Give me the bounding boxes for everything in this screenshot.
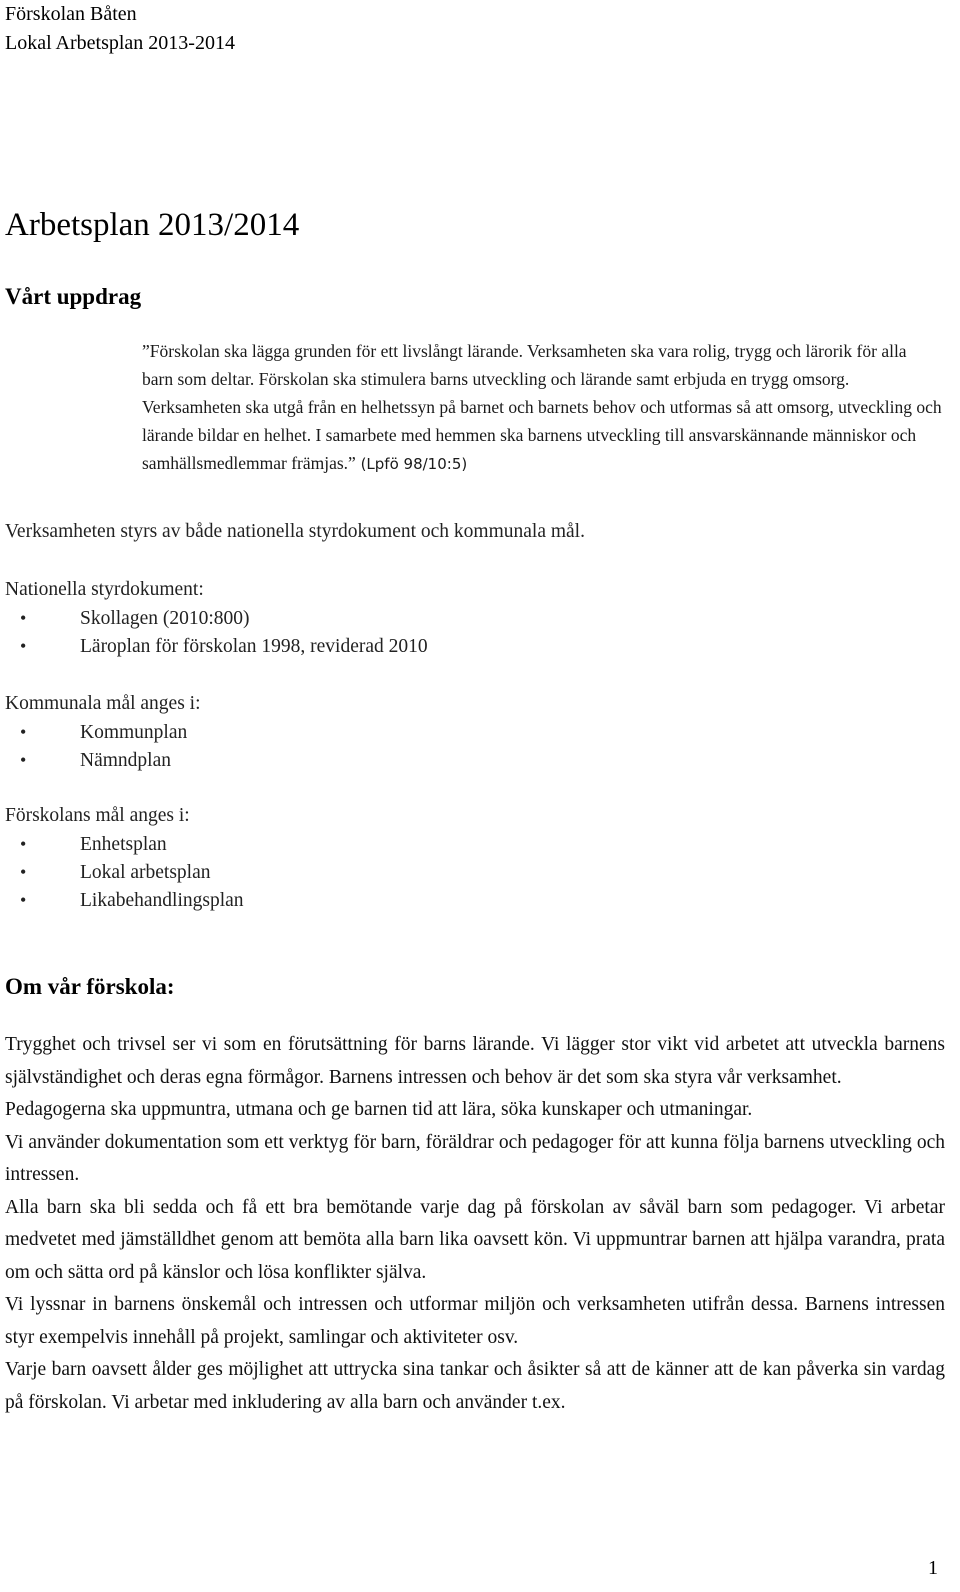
- municipal-list-label: Kommunala mål anges i:: [5, 693, 201, 714]
- preschool-list-label: Förskolans mål anges i:: [5, 805, 190, 826]
- governance-text: Verksamheten styrs av både nationella styrdokument och kommunala mål.: [5, 521, 585, 542]
- document-title: Arbetsplan 2013/2014: [5, 207, 300, 243]
- national-list: [20, 604, 428, 660]
- quote-source: (Lpfö 98/10:5): [355, 455, 468, 473]
- curriculum-quote: [142, 337, 942, 478]
- preschool-list: [20, 830, 244, 914]
- section-heading-vart-uppdrag: Vårt uppdrag: [5, 284, 142, 309]
- paragraph: Alla barn ska bli sedda och få ett bra bemötande varje dag på förskolan av såväl barn som pedagoger. Vi arbetar medvetet med jämställdhet genom att bemöta alla barn lika oavsett kön. Vi uppmuntrar barnen att hjälpa varandra, prata om och sätta ord på känslor och lösa konflikter själva.: [5, 1196, 945, 1283]
- paragraph: Vi använder dokumentation som ett verktyg för barn, föräldrar och pedagoger för att kunna följa barnens utveckling och intressen.: [5, 1131, 945, 1185]
- plan-subtitle: Lokal Arbetsplan 2013-2014: [5, 32, 235, 54]
- paragraph: Trygghet och trivsel ser vi som en förutsättning för barns lärande. Vi lägger stor vikt vid arbetet att utveckla barnens självständighet och deras egna förmågor. Barnens intressen och behov är det som ska styra vår verksamhet.: [5, 1034, 945, 1088]
- bullet-icon: •: [20, 636, 27, 656]
- bullet-icon: •: [20, 890, 27, 910]
- list-item: • Nämndplan: [20, 746, 187, 774]
- list-item: • Skollagen (2010:800): [20, 604, 428, 632]
- school-name: Förskolan Båten: [5, 3, 137, 25]
- list-item: • Likabehandlingsplan: [20, 886, 244, 914]
- bullet-icon: •: [20, 750, 27, 770]
- bullet-icon: •: [20, 834, 27, 854]
- page-number: 1: [928, 1557, 938, 1579]
- section-heading-om-var-forskola: Om vår förskola:: [5, 974, 175, 999]
- municipal-list: [20, 718, 187, 774]
- paragraph: Pedagogerna ska uppmuntra, utmana och ge barnen tid att lära, söka kunskaper och utmaningar.: [5, 1099, 753, 1120]
- national-list-label: Nationella styrdokument:: [5, 579, 204, 600]
- bullet-icon: •: [20, 722, 27, 742]
- paragraph: Varje barn oavsett ålder ges möjlighet att uttrycka sina tankar och åsikter så att de känner att de kan påverka sin vardag på förskolan. Vi arbetar med inkludering av alla barn och använder t.ex.: [5, 1359, 945, 1413]
- list-item: • Enhetsplan: [20, 830, 244, 858]
- list-item: • Kommunplan: [20, 718, 187, 746]
- bullet-icon: •: [20, 608, 27, 628]
- list-item: • Lokal arbetsplan: [20, 858, 244, 886]
- about-paragraphs: [5, 1029, 945, 1419]
- bullet-icon: •: [20, 862, 27, 882]
- quote-text: ”Förskolan ska lägga grunden för ett livslångt lärande. Verksamheten ska vara rolig, trygg och lärorik för alla barn som deltar. Förskolan ska stimulera barns utveckling och lärande samt erbjuda en trygg omsorg. Verksamheten ska utgå från en helhetssyn på barnet och barnets behov och utformas så att omsorg, utveckling och lärande bildar en helhet. I samarbete med hemmen ska barnens utveckling till ansvarskännande människor och samhällsmedlemmar främjas.”: [142, 341, 942, 473]
- paragraph: Vi lyssnar in barnens önskemål och intressen och utformar miljön och verksamheten utifrån dessa. Barnens intressen styr exempelvis innehåll på projekt, samlingar och aktiviteter osv.: [5, 1294, 945, 1348]
- list-item: • Läroplan för förskolan 1998, reviderad 2010: [20, 632, 428, 660]
